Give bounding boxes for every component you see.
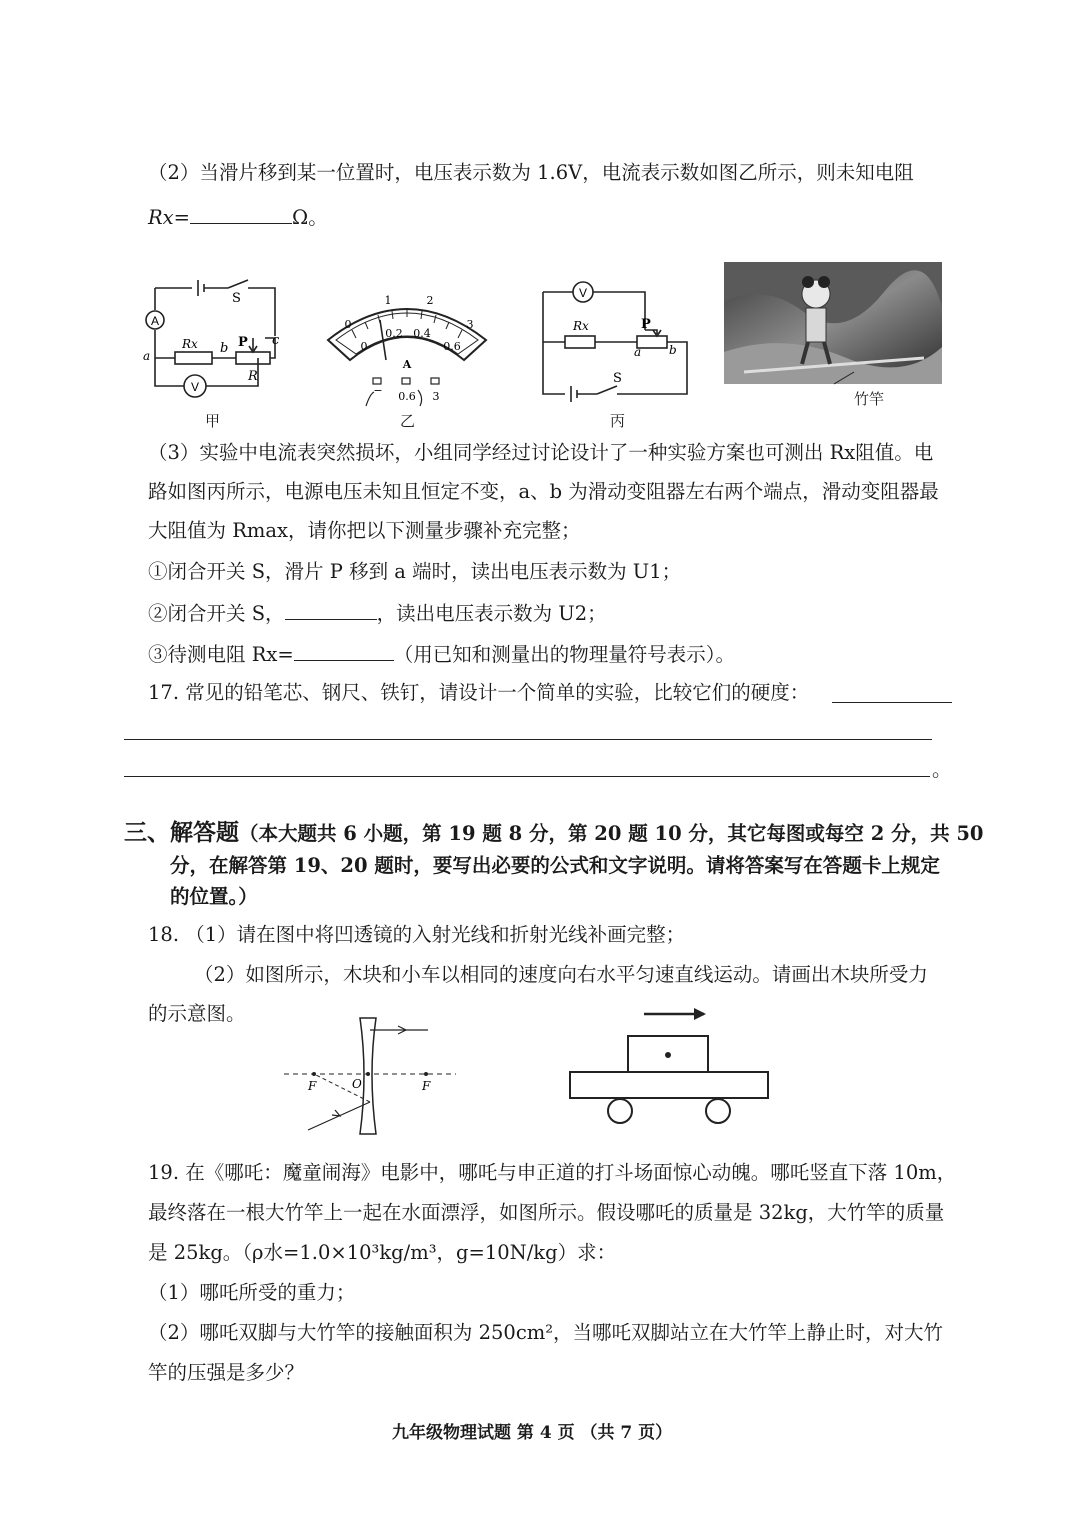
terminal-a-label: a: [143, 349, 151, 363]
q17-blank-2[interactable]: [124, 739, 932, 740]
q18-line1: 18. （1）请在图中将凹透镜的入射光线和折射光线补画完整；: [148, 923, 686, 946]
slider-p-label: P: [238, 335, 248, 350]
rx-resistor-label: Rx: [182, 337, 198, 351]
q16-3-line2: 路如图丙所示，电源电压未知且恒定不变，a、b 为滑动变阻器左右两个端点，滑动变阻器最: [148, 480, 939, 503]
dial-bottom-tick-0-6: 0.6: [443, 340, 461, 353]
q16-3-line3: 大阻值为 Rmax，请你把以下测量步骤补充完整；: [148, 519, 581, 542]
optical-center-label: O: [352, 1077, 362, 1091]
terminal-3: 3: [432, 390, 440, 403]
rx-resistor-label: Rx: [573, 319, 589, 333]
dial-bottom-tick-0-2: 0.2: [385, 327, 403, 340]
focus-left-label: F: [308, 1079, 317, 1093]
dial-bottom-tick-0-4: 0.4: [413, 327, 431, 340]
terminal-b-label: b: [669, 343, 677, 357]
step2-blank[interactable]: [285, 599, 377, 620]
step2-suffix: ，读出电压表示数为 U2；: [376, 602, 607, 625]
figure-yi-caption: 乙: [400, 412, 416, 430]
dial-top-tick-2: 2: [426, 294, 434, 307]
section-3-title: 三、解答题: [124, 819, 239, 846]
step3-suffix: （用已知和测量出的物理量符号表示）。: [393, 643, 735, 666]
terminal-0-6: 0.6: [398, 390, 416, 403]
terminal-negative: −: [373, 384, 383, 397]
page-footer: 九年级物理试题 第 4 页 （共 7 页）: [392, 1423, 673, 1443]
q17-text: 17. 常见的铅笔芯、钢尺、铁钉，请设计一个简单的实验，比较它们的硬度：: [148, 681, 810, 704]
ohm-unit: Ω。: [292, 206, 328, 229]
switch-label: S: [232, 291, 241, 306]
q16-3-step1: ①闭合开关 S，滑片 P 移到 a 端时，读出电压表示数为 U1；: [148, 560, 682, 583]
section-3-desc-2: 分，在解答第 19、20 题时，要写出必要的公式和文字说明。请将答案写在答题卡上规定: [170, 854, 940, 877]
ammeter-dial-yi: [318, 282, 496, 412]
dial-top-tick-3: 3: [466, 318, 474, 331]
terminal-b-label: b: [220, 341, 229, 356]
terminal-c-label: c: [272, 333, 280, 348]
q18-line3: 的示意图。: [148, 1002, 246, 1025]
photo-bamboo-label: 竹竿: [854, 390, 885, 408]
terminal-a-label: a: [634, 345, 642, 359]
section-3-desc-1: （本大题共 6 小题，第 19 题 8 分，第 20 题 10 分，其它每图或每空 2 分，共 50: [239, 822, 984, 845]
nezha-photo: [724, 262, 942, 392]
step3-blank[interactable]: [294, 640, 394, 661]
voltmeter-symbol: V: [578, 286, 588, 300]
figure-bing-caption: 丙: [610, 412, 626, 430]
q17-end-mark: 。: [932, 758, 952, 781]
rx-blank[interactable]: [190, 203, 292, 224]
q16-3-step2: [148, 599, 607, 627]
cart-block-diagram: [560, 1000, 780, 1130]
q19-sub2a: （2）哪吒双脚与大竹竿的接触面积为 250cm²，当哪吒双脚站立在大竹竿上静止时，对大竹: [148, 1321, 944, 1344]
dial-top-tick-0: 0: [344, 318, 352, 331]
slider-p-label: P: [641, 317, 651, 332]
q19-sub2b: 竿的压强是多少？: [148, 1361, 305, 1384]
q17-blank-1[interactable]: [832, 702, 952, 703]
q17-blank-3[interactable]: [124, 776, 930, 777]
focus-right-label: F: [422, 1079, 431, 1093]
concave-lens-diagram: [280, 1010, 460, 1140]
section-3-header: [124, 820, 984, 847]
circuit-diagram-bing: [535, 276, 695, 406]
q16-2-answer-line: [148, 203, 328, 231]
rx-label: Rx=: [148, 206, 191, 229]
dial-top-tick-1: 1: [384, 294, 392, 307]
q19-sub1: （1）哪吒所受的重力；: [148, 1281, 356, 1304]
figure-jia-caption: 甲: [205, 412, 221, 430]
circuit-diagram-jia: [140, 268, 290, 428]
q19-line1: 19. 在《哪吒：魔童闹海》电影中，哪吒与申正道的打斗场面惊心动魄。哪吒竖直下落 10m，: [148, 1161, 957, 1184]
rheostat-r-label: R: [248, 369, 258, 384]
dial-bottom-tick-0: 0: [360, 340, 368, 353]
switch-label: S: [613, 371, 622, 386]
dial-unit-label: A: [402, 358, 412, 371]
q16-3-line1: （3）实验中电流表突然损坏，小组同学经过讨论设计了一种实验方案也可测出 Rx阻值。电: [148, 441, 934, 464]
q19-line3: 是 25kg。（ρ水=1.0×10³kg/m³，g=10N/kg）求：: [148, 1241, 617, 1264]
step3-prefix: ③待测电阻 Rx=: [148, 643, 294, 666]
section-3-desc-3: 的位置。）: [170, 885, 258, 908]
q18-line2: （2）如图所示，木块和小车以相同的速度向右水平匀速直线运动。请画出木块所受力: [194, 963, 928, 986]
step2-prefix: ②闭合开关 S，: [148, 602, 285, 625]
q16-2-line1: （2）当滑片移到某一位置时，电压表示数为 1.6V，电流表示数如图乙所示，则未知电阻: [148, 161, 914, 184]
voltmeter-symbol: V: [190, 380, 200, 394]
ammeter-symbol: A: [150, 314, 160, 328]
q16-3-step3: [148, 640, 735, 668]
q19-line2: 最终落在一根大竹竿上一起在水面漂浮，如图所示。假设哪吒的质量是 32kg，大竹竿的质量: [148, 1201, 945, 1224]
